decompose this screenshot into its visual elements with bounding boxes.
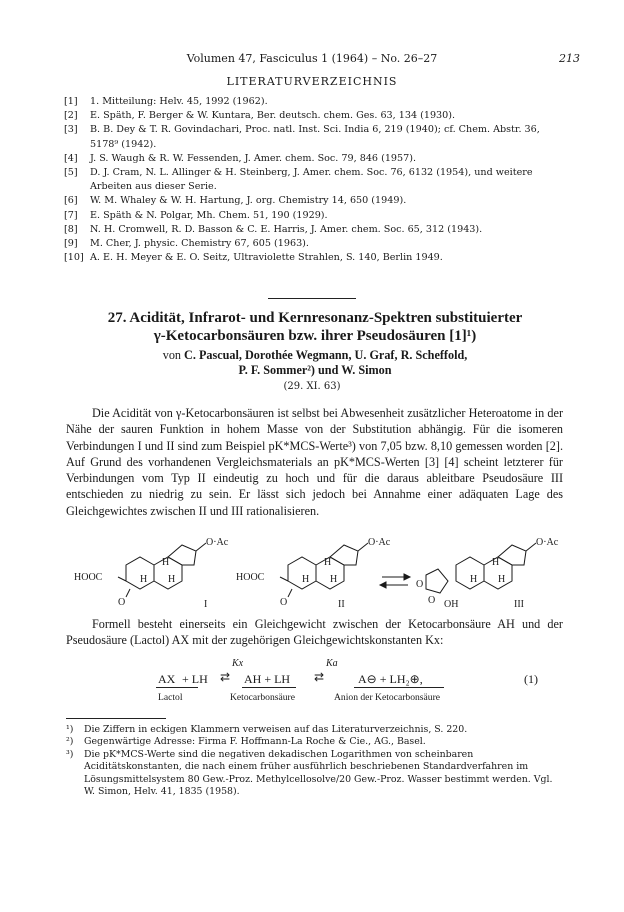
underbrace-lactol	[156, 687, 198, 688]
reference-item: [7] E. Späth & N. Polgar, Mh. Chem. 51, 190 (1929).	[64, 209, 328, 221]
hooc-label: HOOC	[236, 572, 265, 583]
o-label: O	[416, 579, 424, 590]
oac-label: O·Ac	[206, 537, 229, 548]
article-title: 27. Acidität, Infrarot- und Kernresonanz-Spektren substituierter γ-Ketocarbonsäuren bzw. ihrer Pseudosäuren [1]¹)	[107, 310, 523, 344]
page-number: 213	[559, 52, 580, 65]
structure-III	[426, 543, 536, 593]
ka-label: Ka	[326, 658, 338, 669]
running-header	[0, 52, 624, 68]
eq-arrow-1: ⇄	[220, 670, 231, 684]
section-divider	[268, 298, 356, 299]
o-label: O	[118, 597, 126, 608]
underbrace-anion	[354, 687, 444, 688]
label-lactol: Lactol	[158, 692, 183, 703]
label-keto: Ketocarbonsäure	[230, 692, 295, 703]
equation-1	[62, 658, 562, 708]
eq-ax: AX	[158, 672, 176, 686]
equation-number: (1)	[524, 672, 538, 686]
footnote-item: ³) Die pK*MCS-Werte sind die negativen dekadischen Logarithmen von scheinbaren Aciditätskonstanten, die nach einem früher ausführlich beschriebenen Standardverfahren im Lösungsmittelsystem 80 Gew.-Proz. Methylcellosolve/20 Gew.-Proz. Wasser bestimmt werden. Vgl. W. Simon, Helv. 41, 1835 (1958).	[66, 748, 553, 798]
reference-item: [9] M. Cher, J. physic. Chemistry 67, 605 (1963).	[64, 238, 309, 250]
footnotes	[66, 724, 563, 798]
reference-item: [8] N. H. Cromwell, R. D. Basson & C. E. Harris, J. Amer. chem. Soc. 65, 312 (1943).	[64, 223, 483, 235]
literature-heading: LITERATURVERZEICHNIS	[226, 75, 398, 88]
received-date: (29. XI. 63)	[283, 381, 341, 392]
underbrace-keto	[242, 687, 296, 688]
footnote-item: ²) Gegenwärtige Adresse: Firma F. Hoffmann-La Roche & Cie., AG., Basel.	[66, 736, 426, 748]
reference-item: [3] B. B. Dey & T. R. Govindachari, Proc. natl. Inst. Sci. India 6, 219 (1940); cf. Chem. Abstr. 36, 5178⁹ (1942).	[64, 124, 540, 150]
o-label: O	[428, 595, 436, 606]
kx-label: Kx	[232, 658, 244, 669]
eq-ah-lh: AH + LH	[244, 672, 291, 686]
eq-lh: + LH	[182, 672, 208, 686]
compound-label-ii: II	[338, 599, 345, 610]
h-label: H	[324, 557, 332, 568]
oac-label: O·Ac	[536, 537, 559, 548]
reference-item: [5] D. J. Cram, N. L. Allinger & H. Steinberg, J. Amer. chem. Soc. 76, 6132 (1954), und weitere Arbeiten aus dieser Serie.	[64, 167, 533, 193]
eq-anion: A⊖ + LH₂⊕,	[358, 672, 423, 686]
footnote-item: ¹) Die Ziffern in eckigen Klammern verweisen auf das Literaturverzeichnis, S. 220.	[66, 724, 468, 735]
reference-item: [1] 1. Mitteilung: Helv. 45, 1992 (1962).	[64, 96, 268, 107]
o-label: O	[280, 597, 288, 608]
reference-item: [10] A. E. H. Meyer & E. O. Seitz, Ultraviolette Strahlen, S. 140, Berlin 1949.	[64, 252, 443, 264]
footnote-rule	[66, 718, 166, 719]
h-label: H	[470, 574, 478, 585]
compound-label-iii: III	[514, 599, 524, 610]
author-list: von C. Pascual, Dorothée Wegmann, U. Graf, R. Scheffold, P. F. Sommer²) und W. Simon	[162, 348, 468, 377]
label-anion: Anion der Ketocarbonsäure	[334, 692, 441, 703]
h-label: H	[302, 574, 310, 585]
compound-label-i: I	[204, 599, 208, 610]
h-label: H	[140, 574, 148, 585]
h-label: H	[330, 574, 338, 585]
reference-list	[64, 95, 564, 265]
h-label: H	[498, 574, 506, 585]
h-label: H	[162, 557, 170, 568]
reference-item: [2] E. Späth, F. Berger & W. Kuntara, Ber. deutsch. chem. Ges. 63, 134 (1930).	[64, 110, 456, 122]
structure-I	[118, 543, 206, 597]
equilibrium-arrows	[380, 574, 410, 588]
body-paragraph-2: Formell besteht einerseits ein Gleichgewicht zwischen der Ketocarbonsäure AH und der Pseudosäure (Lactol) AX mit der zugehörigen Gleichgewichtskonstanten Kx:	[66, 617, 563, 648]
oac-label: O·Ac	[368, 537, 391, 548]
structure-scheme	[56, 535, 576, 615]
structure-II	[280, 543, 368, 597]
h-label: H	[492, 557, 500, 568]
oh-label: OH	[444, 599, 459, 610]
h-label: H	[168, 574, 176, 585]
reference-item: [4] J. S. Waugh & R. W. Fessenden, J. Amer. chem. Soc. 79, 846 (1957).	[64, 152, 417, 164]
hooc-label: HOOC	[74, 572, 103, 583]
running-head: Volumen 47, Fasciculus 1 (1964) – No. 26–27	[186, 52, 438, 65]
eq-arrow-2: ⇄	[314, 670, 325, 684]
reference-item: [6] W. M. Whaley & W. H. Hartung, J. org. Chemistry 14, 650 (1949).	[64, 195, 407, 207]
body-paragraph-1: Die Acidität von γ-Ketocarbonsäuren ist selbst bei Abwesenheit zusätzlicher Heteroatome in der Nähe der sauren Funktion in hohem Masse von der Substitution abhängig. Für die isomeren Verbindungen I und II sind zum Beispiel pK*MCS-Werte³) von 7,05 bzw. 8,10 gemessen worden [2]. Auf Grund des vorhandenen Vergleichsmaterials an pK*MCS-Werten [3] [4] scheint letzterer für Verbindungen vom Typ II eindeutig zu hoch und für die daraus ableitbare Pseudosäure III entschieden zu niedrig zu sein. Er lässt sich jedoch bei Annahme einer adäquaten Lage des Gleichgewichtes zwischen II und III rationalisieren.	[66, 406, 563, 518]
